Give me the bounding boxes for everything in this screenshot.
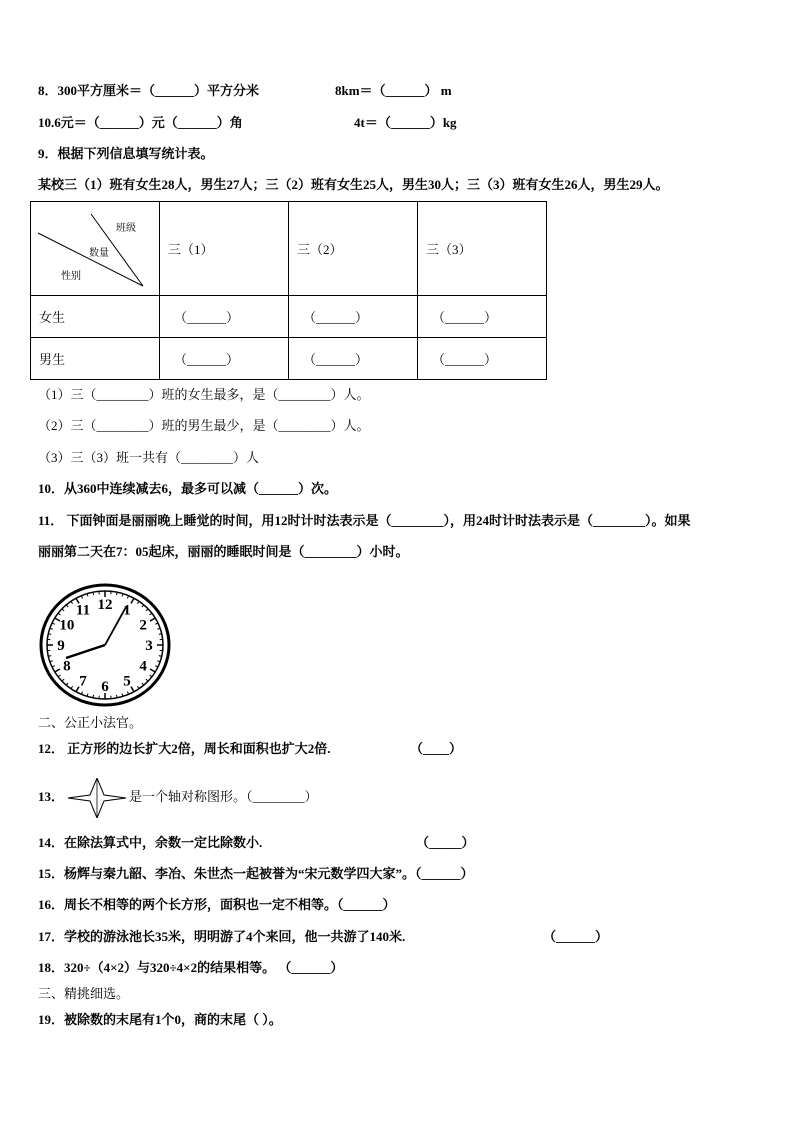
header-gender: 性别 bbox=[61, 271, 81, 282]
clock-tick bbox=[159, 656, 162, 657]
clock-tick bbox=[93, 695, 94, 698]
q13-number: 13． bbox=[38, 789, 65, 804]
clock-tick bbox=[116, 592, 117, 595]
q9-title: 9．根据下列信息填写统计表。 bbox=[38, 146, 214, 161]
q12-blank[interactable]: （____） bbox=[410, 741, 463, 756]
clock-number: 1 bbox=[123, 602, 131, 619]
table-cell[interactable]: （______） bbox=[160, 296, 289, 338]
q11-line1: 11． 下面钟面是丽丽晚上睡觉的时间，用12时计时法表示是（________），用24时计时法表示是（________）。如果 bbox=[38, 513, 691, 528]
q9-info: 某校三（1）班有女生28人，男生27人；三（2）班有女生25人，男生30人；三（3）班有女生26人，男生29人。 bbox=[38, 177, 669, 192]
clock-tick bbox=[48, 656, 51, 657]
clock-number: 8 bbox=[63, 658, 71, 675]
header-count: 数量 bbox=[89, 248, 109, 259]
col-header: 三（3） bbox=[418, 202, 547, 296]
col-header: 三（1） bbox=[160, 202, 289, 296]
q8-part-c: 10.6元＝（______）元（______）角 bbox=[38, 115, 243, 130]
clock-tick bbox=[93, 592, 94, 595]
q8-part-d: 4t＝（______）kg bbox=[354, 115, 457, 130]
section-3-title: 三、精挑细选。 bbox=[38, 986, 130, 1001]
clock-number: 3 bbox=[145, 638, 153, 654]
q9-sub2: （2）三（________）班的男生最少，是（________）人。 bbox=[38, 418, 370, 433]
q17-blank[interactable]: （______） bbox=[543, 929, 609, 944]
q13-text: 是一个轴对称图形。（________） bbox=[129, 789, 318, 804]
q17-text: 17．学校的游泳池长35米，明明游了4个来回，他一共游了140米. bbox=[38, 929, 406, 944]
table-row bbox=[31, 296, 547, 338]
four-point-star-figure bbox=[66, 778, 128, 818]
col-header: 三（2） bbox=[289, 202, 418, 296]
header-class: 班级 bbox=[116, 223, 136, 234]
clock-number: 9 bbox=[57, 638, 65, 654]
clock-tick bbox=[116, 695, 117, 698]
clock-number: 5 bbox=[123, 673, 131, 690]
q9-sub3: （3）三（3）班一共有（________）人 bbox=[38, 450, 260, 465]
stat-table bbox=[30, 201, 547, 380]
clock-face bbox=[38, 582, 172, 708]
clock-tick bbox=[159, 634, 162, 635]
clock-number: 6 bbox=[101, 679, 109, 695]
q14-blank[interactable]: （_____） bbox=[416, 835, 475, 850]
q19: 19．被除数的末尾有1个0，商的末尾（ ）。 bbox=[38, 1012, 282, 1027]
q8-part-b: 8km＝（______） m bbox=[335, 83, 452, 98]
q16: 16．周长不相等的两个长方形，面积也一定不相等。（______） bbox=[38, 897, 396, 912]
clock-number: 11 bbox=[75, 602, 91, 619]
table-cell[interactable]: （______） bbox=[418, 296, 547, 338]
clock-number: 7 bbox=[79, 673, 87, 690]
table-cell[interactable]: （______） bbox=[289, 296, 418, 338]
row-label: 男生 bbox=[31, 338, 160, 380]
clock-tick bbox=[48, 634, 51, 635]
q11-line2: 丽丽第二天在7：05起床，丽丽的睡眠时间是（________）小时。 bbox=[38, 544, 409, 559]
q9-sub1: （1）三（________）班的女生最多，是（________）人。 bbox=[38, 387, 370, 402]
section-2-title: 二、公正小法官。 bbox=[38, 715, 143, 730]
table-cell[interactable]: （______） bbox=[418, 338, 547, 380]
clock-number: 4 bbox=[139, 658, 147, 675]
q14-text: 14．在除法算式中，余数一定比除数小. bbox=[38, 835, 263, 850]
table-cell[interactable]: （______） bbox=[160, 338, 289, 380]
q8-part-a: 8．300平方厘米＝（______）平方分米 bbox=[38, 83, 260, 98]
table-diagonal-header bbox=[31, 202, 160, 296]
row-label: 女生 bbox=[31, 296, 160, 338]
clock-number: 12 bbox=[97, 597, 113, 613]
q12-text: 12． 正方形的边长扩大2倍，周长和面积也扩大2倍. bbox=[38, 741, 331, 756]
q15: 15．杨辉与秦九韶、李冶、朱世杰一起被誉为“宋元数学四大家”。（______） bbox=[38, 866, 474, 881]
clock-number: 10 bbox=[59, 617, 75, 634]
table-row bbox=[31, 338, 547, 380]
table-cell[interactable]: （______） bbox=[289, 338, 418, 380]
q18: 18．320÷（4×2）与320÷4×2的结果相等。 （______） bbox=[38, 960, 344, 975]
clock-number: 2 bbox=[139, 617, 147, 634]
q10: 10．从360中连续减去6，最多可以减（______）次。 bbox=[38, 481, 338, 496]
